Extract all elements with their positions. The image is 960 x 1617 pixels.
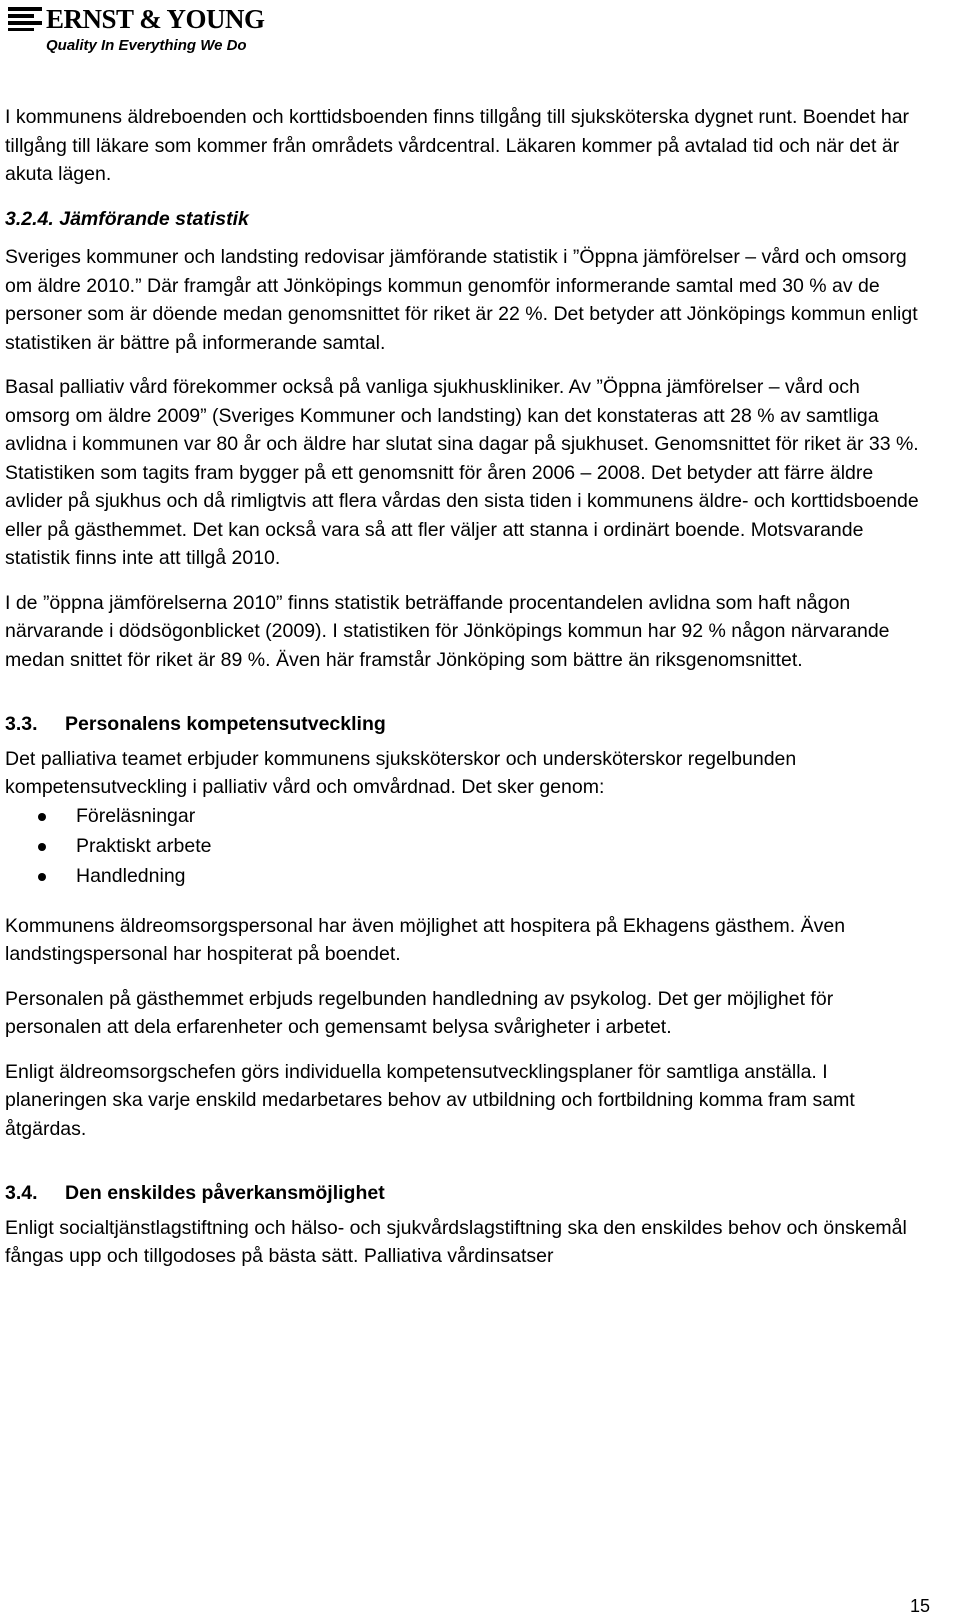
page-number: 15 <box>909 1596 930 1616</box>
section-number: 3.3. <box>5 713 38 735</box>
section-heading-324 <box>5 205 927 234</box>
section-title: Den enskildes påverkansmöjlighet <box>65 1182 385 1204</box>
ernst-young-logo <box>8 4 268 56</box>
section-title: Jämförande statistik <box>59 207 249 230</box>
list-item-text: Praktiskt arbete <box>76 835 212 858</box>
paragraph: Sveriges kommuner och landsting redovisar jämförande statistik i ”Öppna jämförelser – vård och omsorg om äldre 2010.” Där framgår att Jönköpings kommun genomför informerande samtal med 30 % av de personer som är döende medan genomsnittet för riket är 22 %. Det betyder att Jönköpings kommun enligt statistiken är bättre på informerande samtal. <box>5 246 918 354</box>
document-body <box>5 103 927 1287</box>
paragraph: Enligt äldreomsorgschefen görs individuella kompetensutvecklingsplaner för samtliga anställa. I planeringen ska varje enskild medarbetares behov av utbildning och fortbildning komma fram samt åtgärdas. <box>5 1060 855 1140</box>
section-heading-34 <box>5 1179 927 1208</box>
list-item <box>5 832 927 862</box>
list-item <box>5 802 927 832</box>
paragraph: I de ”öppna jämförelserna 2010” finns statistik beträffande procentandelen avlidna som haft någon närvarande i dödsögonblicket (2009). I statistiken för Jönköpings kommun har 92 % någon närvarande medan snittet för riket är 89 %. Även här framstår Jönköping som bättre än riksgenomsnittet. <box>5 591 890 671</box>
paragraph: Basal palliativ vård förekommer också på vanliga sjukhuskliniker. Av ”Öppna jämförelser – vård och omsorg om äldre 2009” (Sveriges Kommuner och landsting) kan det konstateras att 28 % av samtliga avlidna i kommunen var 80 år och äldre har slutat sina dagar på sjukhuset. Genomsnittet för riket är 33 %. Statistiken som tagits fram bygger på ett genomsnitt för åren 2006 – 2008. Det betyder att färre äldre avlider på sjukhus och då rimligtvis att flera vårdas den sista tiden i kommunens äldre- och korttidsboende eller på gästhemmet. Det kan också vara så att fler väljer att stanna i ordinärt boende. Motsvarande statistik finns inte att tillgå 2010. <box>5 376 919 569</box>
brand-name: ERNST & YOUNG <box>46 4 265 34</box>
section-number: 3.4. <box>5 1182 38 1204</box>
logo-bars-icon <box>8 7 42 31</box>
bullet-icon <box>38 843 46 851</box>
list-item-text: Handledning <box>76 865 186 888</box>
list-item-text: Föreläsningar <box>76 805 196 828</box>
intro-paragraph: I kommunens äldreboenden och korttidsboenden finns tillgång till sjuksköterska dygnet runt. Boendet har tillgång till läkare som kommer från områdets vårdcentral. Läkaren kommer på avtalad tid och när det är akuta lägen. <box>5 106 910 185</box>
section-number: 3.2.4. <box>5 207 54 230</box>
section-title: Personalens kompetensutveckling <box>65 713 386 735</box>
paragraph: Enligt socialtjänstlagstiftning och hälso- och sjukvårdslagstiftning ska den enskildes behov och önskemål fångas upp och tillgodoses på bästa sätt. Palliativa vårdinsatser <box>5 1216 907 1267</box>
bullet-icon <box>38 813 46 821</box>
bullet-list <box>5 802 927 892</box>
paragraph: Kommunens äldreomsorgspersonal har även möjlighet att hospitera på Ekhagens gästhem. Även landstingspersonal har hospiterat på boendet. <box>5 914 846 965</box>
list-item <box>5 862 927 892</box>
paragraph: Personalen på gästhemmet erbjuds regelbunden handledning av psykolog. Det ger möjlighet för personalen att dela erfarenheter och gemensamt belysa svårigheter i arbetet. <box>5 987 834 1038</box>
paragraph: Det palliativa teamet erbjuder kommunens sjuksköterskor och undersköterskor regelbunden kompetensutveckling i palliativ vård och omvårdnad. Det sker genom: <box>5 747 797 798</box>
section-heading-33 <box>5 710 927 739</box>
brand-tagline: Quality In Everything We Do <box>46 37 247 54</box>
bullet-icon <box>38 873 46 881</box>
